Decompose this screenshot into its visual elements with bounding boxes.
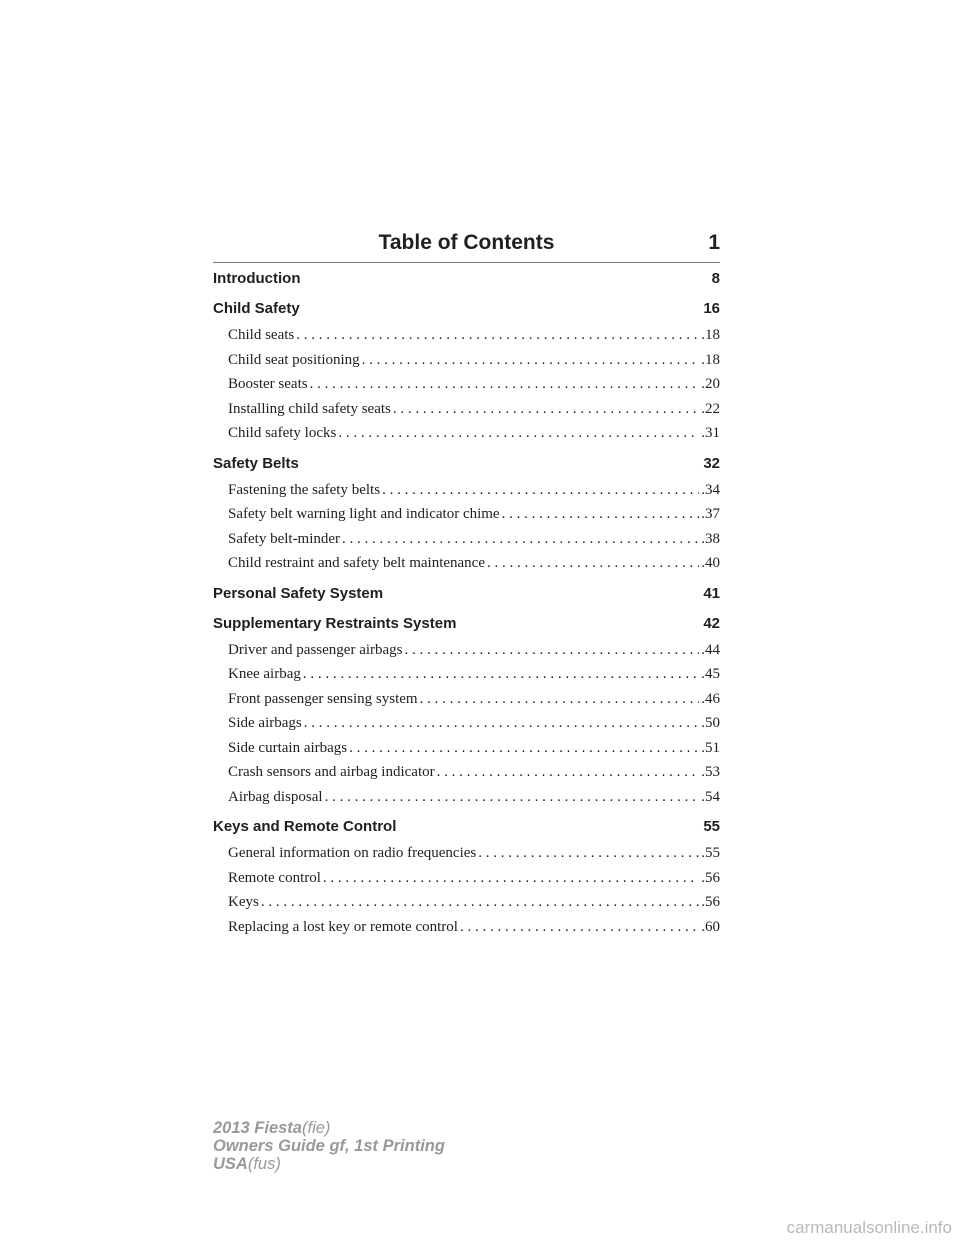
dot-leader	[478, 841, 699, 866]
dot-leader	[261, 890, 699, 915]
entry-page-number: .34	[701, 481, 720, 498]
entry-label: Safety belt warning light and indicator chime	[228, 506, 500, 522]
dot-leader	[382, 478, 699, 503]
toc-entry[interactable]	[213, 551, 720, 576]
toc-entry[interactable]	[213, 736, 720, 761]
toc-section	[213, 297, 720, 446]
toc-entry[interactable]	[213, 866, 720, 891]
toc-entry[interactable]	[213, 760, 720, 785]
entry-label: Booster seats	[228, 376, 308, 392]
dot-leader	[502, 502, 700, 527]
entry-page-number: .20	[701, 376, 720, 392]
toc-entry[interactable]	[213, 915, 720, 940]
toc-section-heading[interactable]	[213, 612, 720, 636]
entry-label: Replacing a lost key or remote control	[228, 918, 458, 935]
entry-page-number: .51	[701, 739, 720, 756]
toc-section	[213, 582, 720, 606]
footer-model-code: (fie)	[301, 1119, 331, 1137]
entry-label: Driver and passenger airbags	[228, 641, 403, 658]
toc-section-heading[interactable]	[213, 582, 720, 606]
dot-leader	[405, 638, 700, 663]
page-title: Table of Contents	[378, 231, 555, 254]
dot-leader	[342, 527, 699, 552]
entry-label: Crash sensors and airbag indicator	[228, 764, 435, 780]
footer-market-code: (fus)	[247, 1155, 281, 1173]
entry-label: Front passenger sensing system	[228, 690, 418, 707]
section-title: Personal Safety System	[213, 584, 384, 602]
entry-label: Side airbags	[228, 715, 302, 731]
toc-entry[interactable]	[213, 890, 720, 915]
entry-page-number: .31	[701, 425, 720, 441]
entry-page-number: .37	[701, 506, 720, 522]
dot-leader	[304, 711, 700, 736]
toc-section	[213, 612, 720, 810]
table-of-contents	[213, 267, 720, 945]
entry-page-number: .44	[701, 641, 720, 658]
dot-leader	[362, 348, 700, 373]
toc-entry[interactable]	[213, 711, 720, 736]
entry-label: Safety belt-minder	[228, 530, 341, 547]
entry-page-number: .18	[701, 327, 720, 343]
dot-leader	[310, 372, 700, 397]
page-header	[213, 228, 720, 258]
toc-entry[interactable]	[213, 478, 720, 503]
header-divider	[213, 262, 720, 263]
toc-section-heading[interactable]	[213, 452, 720, 476]
entry-page-number: .60	[701, 918, 720, 935]
toc-entry[interactable]	[213, 421, 720, 446]
section-page-number: 16	[703, 300, 720, 317]
dot-leader	[393, 397, 699, 422]
toc-section-heading[interactable]	[213, 267, 720, 291]
dot-leader	[325, 785, 700, 810]
toc-entry[interactable]	[213, 841, 720, 866]
footer-line-3	[213, 1155, 445, 1173]
section-title: Supplementary Restraints System	[213, 614, 457, 632]
entry-page-number: .46	[701, 690, 720, 707]
entry-label: Side curtain airbags	[228, 739, 348, 756]
toc-entry[interactable]	[213, 372, 720, 397]
entry-label: Child safety locks	[228, 425, 337, 441]
section-page-number: 8	[711, 270, 720, 287]
dot-leader	[338, 421, 699, 446]
footer-line-1	[213, 1119, 445, 1137]
entry-label: Installing child safety seats	[228, 400, 391, 417]
dot-leader	[487, 551, 699, 576]
dot-leader	[420, 687, 700, 712]
dot-leader	[460, 915, 699, 940]
document-footer	[213, 1119, 445, 1173]
section-title: Child Safety	[213, 300, 300, 317]
entry-label: General information on radio frequencies	[228, 845, 477, 861]
entry-page-number: .54	[701, 788, 720, 805]
entry-page-number: .38	[701, 530, 720, 547]
dot-leader	[303, 662, 699, 687]
toc-entry[interactable]	[213, 785, 720, 810]
footer-line-2: Owners Guide gf, 1st Printing	[213, 1137, 445, 1155]
entry-label: Airbag disposal	[228, 788, 323, 805]
section-page-number: 41	[703, 584, 720, 602]
toc-section	[213, 267, 720, 291]
toc-section-heading[interactable]	[213, 815, 720, 839]
page-number: 1	[708, 231, 720, 254]
site-watermark: carmanualsonline.info	[786, 1218, 952, 1237]
dot-leader	[296, 323, 699, 348]
entry-page-number: .56	[701, 869, 720, 886]
dot-leader	[437, 760, 700, 785]
footer-model: 2013 Fiesta	[213, 1119, 302, 1137]
dot-leader	[323, 866, 699, 891]
section-title: Safety Belts	[213, 454, 299, 472]
entry-page-number: .55	[701, 845, 720, 861]
toc-entry[interactable]	[213, 323, 720, 348]
section-title: Keys and Remote Control	[213, 818, 397, 835]
toc-section	[213, 815, 720, 939]
entry-label: Child restraint and safety belt maintenance	[228, 555, 485, 571]
entry-label: Remote control	[228, 869, 321, 886]
entry-label: Keys	[228, 894, 259, 910]
entry-page-number: .18	[701, 351, 720, 368]
entry-label: Fastening the safety belts	[228, 481, 381, 498]
entry-label: Child seat positioning	[228, 351, 360, 368]
section-page-number: 55	[703, 818, 720, 835]
toc-section	[213, 452, 720, 576]
entry-page-number: .22	[701, 400, 720, 417]
dot-leader	[349, 736, 699, 761]
toc-section-heading[interactable]	[213, 297, 720, 321]
toc-entry[interactable]	[213, 638, 720, 663]
entry-page-number: .56	[701, 894, 720, 910]
section-title: Introduction	[213, 270, 301, 287]
entry-page-number: .50	[701, 715, 720, 731]
entry-page-number: .40	[701, 555, 720, 571]
entry-label: Knee airbag	[228, 666, 301, 682]
entry-page-number: .45	[701, 666, 720, 682]
toc-entry[interactable]	[213, 662, 720, 687]
toc-entry[interactable]	[213, 502, 720, 527]
toc-entry[interactable]	[213, 527, 720, 552]
toc-entry[interactable]	[213, 687, 720, 712]
section-page-number: 42	[703, 614, 720, 632]
toc-entry[interactable]	[213, 348, 720, 373]
entry-page-number: .53	[701, 764, 720, 780]
toc-entry[interactable]	[213, 397, 720, 422]
footer-market: USA	[213, 1155, 248, 1173]
section-page-number: 32	[703, 454, 720, 472]
entry-label: Child seats	[228, 327, 295, 343]
